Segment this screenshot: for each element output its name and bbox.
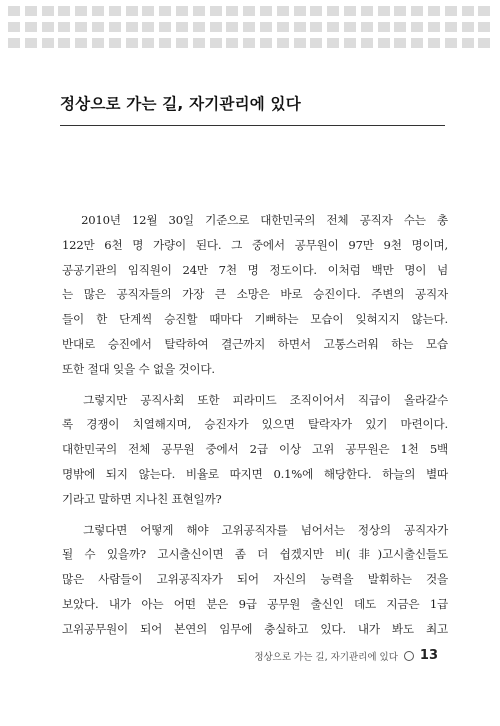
- decorative-square: [327, 6, 339, 16]
- decorative-square: [75, 38, 87, 48]
- decorative-square: [142, 38, 154, 48]
- decorative-square: [92, 6, 104, 16]
- text-line: 또한 절대 잊을 수 없을 것이다.: [62, 361, 215, 376]
- text-line: 그렇지만 공직사회 또한 피라미드 조직이어서 직급이 올라갈수: [62, 392, 448, 407]
- decorative-square: [478, 22, 490, 32]
- decorative-square: [378, 22, 390, 32]
- page-number: 13: [419, 648, 438, 663]
- decorative-square: [361, 6, 373, 16]
- decorative-square: [478, 38, 490, 48]
- decorative-square: [58, 22, 70, 32]
- text-line: 그렇다면 어떻게 해야 고위공직자를 넘어서는 정상의 공직자가: [62, 522, 448, 537]
- page-footer: [254, 648, 438, 663]
- decorative-square: [243, 6, 255, 16]
- decorative-square: [159, 38, 171, 48]
- running-title: 정상으로 가는 길, 자기관리에 있다: [254, 651, 398, 663]
- text-line: 공공기관의 임직원이 24만 7천 명 정도이다. 이처럼 백만 명이 넘: [62, 262, 448, 277]
- decorative-square: [378, 6, 390, 16]
- decorative-square: [411, 6, 423, 16]
- decorative-square: [478, 6, 490, 16]
- decorative-square: [243, 38, 255, 48]
- decorative-square: [327, 38, 339, 48]
- decorative-square: [394, 38, 406, 48]
- decorative-square: [226, 6, 238, 16]
- decorative-square: [58, 6, 70, 16]
- decorative-square: [310, 38, 322, 48]
- decorative-square: [310, 6, 322, 16]
- decorative-square: [277, 22, 289, 32]
- text-line: 반대로 승진에서 탈락하여 결근까지 하면서 고통스러워 하는 모습: [62, 336, 448, 351]
- decorative-square: [8, 38, 20, 48]
- decorative-square: [394, 22, 406, 32]
- paragraph-1: [62, 208, 448, 382]
- text-line: 대한민국의 전체 공무원 중에서 2급 이상 고위 공무원은 1천 5백: [62, 442, 448, 457]
- decorative-square: [142, 22, 154, 32]
- paragraph-2: [62, 388, 448, 512]
- text-line: 고위공무원이 되어 본연의 임무에 충실하고 있다. 내가 봐도 최고: [62, 621, 448, 636]
- decorative-square: [193, 22, 205, 32]
- decorative-square: [193, 6, 205, 16]
- decorative-square: [445, 38, 457, 48]
- decorative-square: [75, 6, 87, 16]
- text-line: 2010년 12월 30일 기준으로 대한민국의 전체 공직자 수는 총: [62, 213, 448, 227]
- decorative-square: [126, 22, 138, 32]
- header-decoration: [8, 6, 492, 48]
- decorative-square: [428, 22, 440, 32]
- decorative-square: [428, 6, 440, 16]
- decorative-square: [344, 22, 356, 32]
- decorative-square: [159, 6, 171, 16]
- decorative-square: [109, 6, 121, 16]
- decorative-square: [176, 38, 188, 48]
- decorative-square: [210, 6, 222, 16]
- decorative-square: [327, 22, 339, 32]
- text-line: 많은 사람들이 고위공직자가 되어 자신의 능력을 발휘하는 것을: [62, 572, 448, 587]
- decorative-square: [210, 38, 222, 48]
- decorative-square: [226, 22, 238, 32]
- decorative-square: [142, 6, 154, 16]
- decorative-square: [8, 22, 20, 32]
- decorative-square: [462, 38, 474, 48]
- decorative-square: [394, 6, 406, 16]
- decorative-square: [445, 22, 457, 32]
- decorative-square: [294, 38, 306, 48]
- decorative-square: [428, 38, 440, 48]
- decorative-square: [176, 22, 188, 32]
- title-underline: [60, 125, 445, 126]
- decorative-square: [92, 22, 104, 32]
- decorative-square: [277, 38, 289, 48]
- text-line: 록 경쟁이 치열해지며, 승진자가 있으면 탈락자가 있기 마련이다.: [62, 417, 448, 432]
- decorative-square: [243, 22, 255, 32]
- body-text: [62, 208, 448, 648]
- decorative-square: [294, 6, 306, 16]
- decorative-square: [193, 38, 205, 48]
- text-line: 명밖에 되지 않는다. 비율로 따지면 0.1%에 해당한다. 하늘의 별따: [62, 466, 448, 481]
- decorative-square: [411, 38, 423, 48]
- decorative-square: [260, 22, 272, 32]
- decorative-square: [126, 38, 138, 48]
- decorative-square: [92, 38, 104, 48]
- decorative-square: [25, 22, 37, 32]
- decorative-square: [411, 22, 423, 32]
- text-line: 될 수 있을까? 고시출신이면 좀 더 쉽겠지만 비(非)고시출신들도: [62, 547, 448, 562]
- text-line: 122만 6천 명 가량이 된다. 그 중에서 공무원이 97만 9천 명이며,: [62, 237, 448, 252]
- decorative-square: [159, 22, 171, 32]
- text-line: 는 많은 공직자들의 가장 큰 소망은 바로 승진이다. 주변의 공직자: [62, 287, 448, 302]
- decorative-square: [226, 38, 238, 48]
- decorative-square: [42, 22, 54, 32]
- decorative-square: [277, 6, 289, 16]
- paragraph-3: [62, 518, 448, 642]
- decorative-square: [75, 22, 87, 32]
- decorative-square: [260, 6, 272, 16]
- decorative-square: [58, 38, 70, 48]
- circle-icon: [404, 651, 414, 661]
- decorative-square: [361, 38, 373, 48]
- decorative-square: [344, 6, 356, 16]
- decorative-square: [378, 38, 390, 48]
- decorative-square: [310, 22, 322, 32]
- decorative-square: [109, 38, 121, 48]
- page-title: 정상으로 가는 길, 자기관리에 있다: [60, 95, 301, 113]
- decorative-square: [42, 6, 54, 16]
- decorative-square: [25, 38, 37, 48]
- decorative-square: [176, 6, 188, 16]
- decorative-square: [126, 6, 138, 16]
- decorative-square: [462, 22, 474, 32]
- text-line: 들이 한 단계씩 승진할 때마다 기뻐하는 모습이 잊혀지지 않는다.: [62, 312, 448, 327]
- decorative-square: [25, 6, 37, 16]
- decorative-square: [462, 6, 474, 16]
- decorative-square: [294, 22, 306, 32]
- decorative-square: [344, 38, 356, 48]
- decorative-square: [8, 6, 20, 16]
- text-line: 보았다. 내가 아는 어떤 분은 9급 공무원 출신인 데도 지금은 1급: [62, 596, 448, 611]
- decorative-square: [260, 38, 272, 48]
- text-line: 기라고 말하면 지나친 표현일까?: [62, 491, 222, 506]
- decorative-square: [445, 6, 457, 16]
- decorative-square: [109, 22, 121, 32]
- decorative-square: [210, 22, 222, 32]
- decorative-square: [361, 22, 373, 32]
- decorative-square: [42, 38, 54, 48]
